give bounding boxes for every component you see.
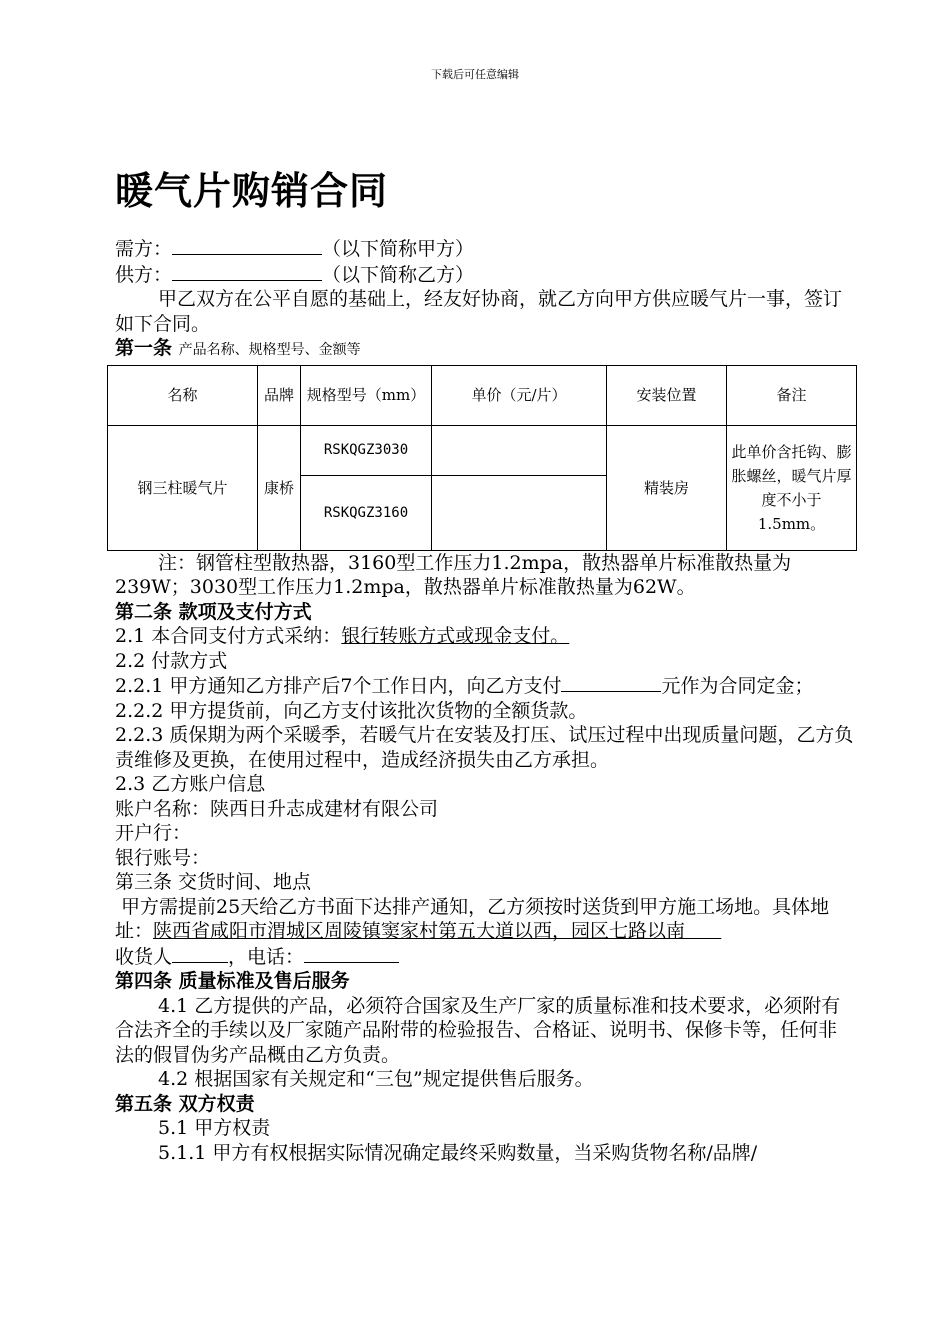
receiver-label: 收货人 <box>115 945 173 968</box>
warranty-clause: 2.2.3 质保期为两个采暖季，若暖气片在安装及打压、试压过程中出现质量问题，乙方负责维修及更换，在使用过程中，造成经济损失由乙方承担。 <box>115 724 854 771</box>
phone-blank <box>304 944 399 963</box>
article4-heading: 第四条 质量标准及售后服务 <box>115 970 350 992</box>
phone-label: ，电话： <box>228 945 305 968</box>
th-remark: 备注 <box>727 365 857 425</box>
cell-name: 钢三柱暖气片 <box>108 425 258 550</box>
buyer-suffix: （以下简称甲方） <box>322 238 475 260</box>
account-name: 账户名称：陕西日升志成建材有限公司 <box>115 797 439 820</box>
cell-brand: 康桥 <box>258 425 301 550</box>
th-brand: 品牌 <box>258 365 301 425</box>
seller-line <box>115 262 855 288</box>
buyer-line <box>115 236 855 262</box>
note-paragraph: 注：钢管柱型散热器，3160型工作压力1.2mpa，散热器单片标准散热量为239W；3030型工作压力1.2mpa，散热器单片标准散热量为62W。 <box>115 551 792 598</box>
payment-method-line <box>115 624 855 649</box>
account-number: 银行账号： <box>115 846 211 869</box>
payment-terms-heading: 2.2 付款方式 <box>115 649 228 672</box>
cell-model-2: RSKQGZ3160 <box>301 475 432 550</box>
product-table <box>107 365 857 551</box>
payment-method-value: 银行转账方式或现金支付。 <box>341 625 570 647</box>
seller-blank <box>172 262 322 281</box>
receiver-blank <box>172 944 228 963</box>
cell-price-2 <box>432 475 607 550</box>
quality-clause: 4.1 乙方提供的产品，必须符合国家及生产厂家的质量标准和技术要求，必须附有合法齐全的手续以及厂家随产品附带的检验报告、合格证、说明书、保修卡等，任何非法的假冒伪劣产品概由乙方负责。 <box>115 994 841 1066</box>
service-clause: 4.2 根据国家有关规定和“三包”规定提供售后服务。 <box>158 1068 594 1090</box>
contract-body <box>115 236 855 1165</box>
th-location: 安装位置 <box>607 365 727 425</box>
account-info-heading: 2.3 乙方账户信息 <box>115 773 266 795</box>
intro-paragraph: 甲乙双方在公平自愿的基础上，经友好协商，就乙方向甲方供应暖气片一事，签订如下合同。 <box>115 288 843 335</box>
deposit-amount-blank <box>561 673 661 692</box>
receiver-line <box>115 944 855 970</box>
seller-suffix: （以下简称乙方） <box>322 263 475 286</box>
header-note: 下载后可任意编辑 <box>431 68 519 81</box>
deposit-text-b: 元作为合同定金； <box>661 675 814 697</box>
article2-heading: 第二条 款项及支付方式 <box>115 600 312 623</box>
deposit-clause <box>115 673 855 699</box>
buyer-label: 需方： <box>115 238 173 260</box>
th-price: 单价（元/片） <box>432 365 607 425</box>
seller-label: 供方： <box>115 263 173 286</box>
th-model: 规格型号（mm） <box>301 365 432 425</box>
delivery-clause <box>115 895 855 944</box>
payment-method-label: 2.1 本合同支付方式采纳： <box>115 625 342 647</box>
article1-heading <box>115 336 855 363</box>
cell-location: 精装房 <box>607 425 727 550</box>
table-row <box>108 425 857 475</box>
th-name: 名称 <box>108 365 258 425</box>
delivery-address: 陕西省咸阳市渭城区周陵镇窦家村第五大道以西，园区七路以南 <box>153 920 686 942</box>
cell-price-1 <box>432 425 607 475</box>
deposit-text-a: 2.2.1 甲方通知乙方排产后7个工作日内，向乙方支付 <box>115 675 562 697</box>
article3-heading: 第三条 交货时间、地点 <box>115 871 312 893</box>
buyer-rights-heading: 5.1 甲方权责 <box>158 1117 271 1139</box>
article5-heading: 第五条 双方权责 <box>115 1092 255 1115</box>
buyer-blank <box>172 236 322 255</box>
delivery-text: 甲方需提前25天给乙方书面下达排产通知，乙方须按时送货到甲方施工场地。具体地址： <box>115 895 830 942</box>
cell-model-1: RSKQGZ3030 <box>301 425 432 475</box>
buyer-rights-clause: 5.1.1 甲方有权根据实际情况确定最终采购数量，当采购货物名称/品牌/ <box>158 1141 758 1164</box>
cell-remark: 此单价含托钩、膨胀螺丝，暖气片厚度不小于1.5mm。 <box>727 425 857 550</box>
table-header-row <box>108 365 857 425</box>
article1-title: 第一条 <box>115 337 173 359</box>
full-payment-clause: 2.2.2 甲方提货前，向乙方支付该批次货物的全额货款。 <box>115 699 588 722</box>
article1-subtitle: 产品名称、规格型号、金额等 <box>178 342 361 358</box>
bank-name: 开户行： <box>115 822 192 844</box>
document-title: 暖气片购销合同 <box>115 168 389 213</box>
